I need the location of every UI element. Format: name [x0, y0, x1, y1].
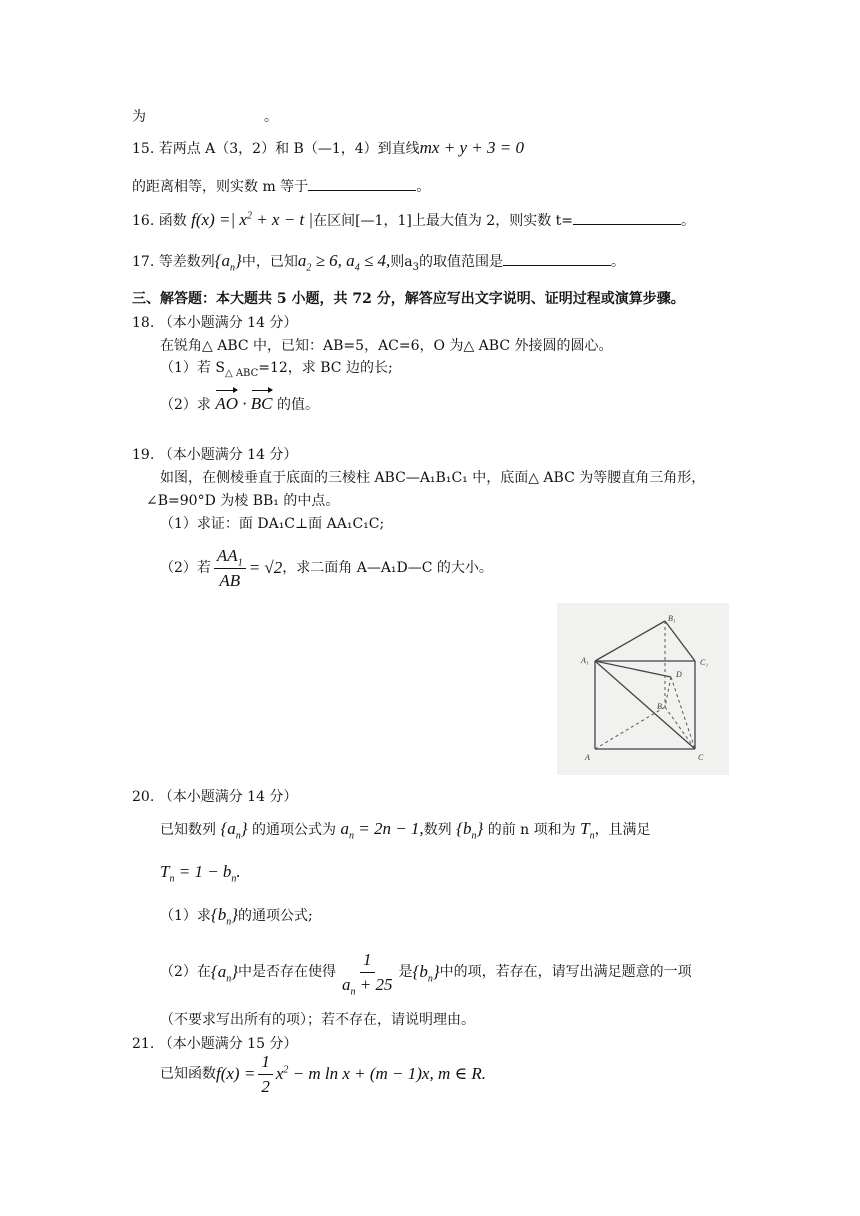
question-text: 等差数列 — [158, 254, 215, 270]
fraction-denominator — [339, 973, 395, 995]
line-content — [160, 819, 651, 840]
relation: = 1 − b — [174, 862, 232, 881]
label-c: C — [698, 753, 704, 762]
question-15 — [132, 138, 524, 159]
seq-head: {a — [220, 819, 236, 838]
edge-db-hidden — [665, 677, 671, 707]
question-20-line2 — [160, 862, 241, 883]
part-text: 中的项，若存在，请写出满足题意的一项 — [439, 964, 692, 980]
question-19-line2: ∠B=90°D 为棱 BB₁ 的中点。 — [146, 493, 340, 509]
then-text: 则a — [390, 254, 413, 270]
question-18-body: 在锐角△ ABC 中，已知：AB=5，AC=6，O 为△ ABC 外接圆的圆心。 — [160, 338, 613, 354]
seq-a: $\{a_n\}$ — [210, 962, 239, 985]
subscript: n — [230, 262, 236, 274]
cond-a: a — [297, 251, 307, 270]
question-19-header: 19. （本小题满分 14 分） — [132, 447, 298, 463]
question-number: 16. — [132, 213, 155, 229]
question-18-part2 — [160, 388, 319, 415]
subscript: n — [350, 985, 356, 997]
ratio-fraction — [214, 546, 246, 591]
label-b: B — [657, 702, 662, 711]
question-21-body — [160, 1052, 486, 1096]
formula — [340, 819, 424, 842]
fraction-numerator: 1 — [258, 1052, 273, 1075]
label-a1: A₁ — [581, 656, 589, 665]
edge-bc-hidden — [665, 707, 695, 749]
label-c1: C₁ — [700, 658, 709, 667]
edge-a1d — [595, 661, 671, 677]
answer-blank[interactable] — [503, 251, 611, 266]
question-text: 的距离相等，则实数 m 等于 — [132, 179, 309, 195]
prism-diagram — [557, 603, 729, 775]
equation: = √2 — [248, 558, 283, 577]
question-19-line1: 如图，在侧棱垂直于底面的三棱柱 ABC—A₁B₁C₁ 中，底面△ ABC 为等腰直角三角形， — [160, 470, 706, 486]
t-head: T — [160, 862, 170, 881]
question-text: 中，已知 — [241, 254, 298, 270]
half-fraction — [258, 1052, 273, 1097]
subscript: 4 — [354, 262, 360, 274]
subscript: n — [235, 830, 241, 842]
part-text: 中是否存在使得 — [238, 964, 337, 980]
question-number: 15. — [132, 141, 155, 157]
question-18-header: 18. （本小题满分 14 分） — [132, 315, 298, 331]
question-text: 若两点 A（3，2）和 B（—1，4）到直线 — [158, 141, 420, 157]
subscript: n — [589, 830, 595, 842]
subscript: 1 — [237, 556, 243, 568]
subscript: 2 — [306, 262, 312, 274]
answer-blank[interactable] — [573, 210, 681, 225]
fraction-denominator: 2 — [261, 1076, 270, 1096]
exponent: 2 — [283, 1064, 289, 1076]
fragment-text: 为 — [132, 109, 146, 125]
part-text: （1）若 S — [160, 360, 225, 376]
question-20-part1 — [160, 905, 313, 926]
seq-head: {b — [456, 819, 472, 838]
question-text: 在区间[—1，1]上最大值为 2，则实数 t= — [313, 213, 573, 229]
part-text: （2）求 — [160, 397, 211, 413]
function-body — [276, 1064, 486, 1084]
formula-tail: = 2n − 1, — [353, 819, 424, 838]
t-head: T — [580, 819, 590, 838]
label-d: D — [676, 670, 682, 679]
question-19-part2 — [160, 546, 493, 590]
subscript: n — [427, 973, 433, 985]
subscript: n — [226, 973, 232, 985]
line-equation: mx + y + 3 = 0 — [419, 138, 524, 157]
function-expression — [191, 210, 313, 229]
question-21-header: 21. （本小题满分 15 分） — [132, 1036, 298, 1052]
text: 的前 n 项和为 — [487, 822, 576, 838]
question-20-header: 20. （本小题满分 14 分） — [132, 789, 298, 805]
label-a: A — [585, 753, 590, 762]
question-15-line2 — [132, 176, 430, 197]
fraction-numerator — [214, 546, 246, 569]
part-text: ，求二面角 A—A₁D—C 的大小。 — [282, 560, 493, 576]
edge-b1c1 — [665, 621, 695, 661]
formula-head: a — [340, 819, 349, 838]
vector-ao: AO — [215, 388, 238, 414]
den-head: a — [342, 974, 351, 994]
exponent: 2 — [246, 210, 252, 222]
sequence: $\{a_n\}$ — [214, 251, 242, 274]
seq-b: $\{b_n\}$ — [412, 962, 440, 985]
seq-a: $\{a_n\}$ — [220, 819, 248, 842]
vector-bc: BC — [251, 388, 273, 414]
fragment-end: 。 — [264, 109, 278, 125]
question-18-part1 — [160, 358, 393, 378]
subscript: 3 — [412, 261, 420, 273]
prism-figure — [557, 603, 729, 775]
x-term: x — [275, 1064, 284, 1083]
tn-relation — [160, 862, 241, 885]
punctuation: 。 — [416, 179, 431, 195]
subscript: n — [231, 873, 237, 885]
subscript: n — [471, 830, 477, 842]
part-text: =12，求 BC 边的长; — [258, 360, 393, 376]
question-number: 17. — [132, 254, 155, 270]
den-tail: + 25 — [355, 974, 393, 994]
question-fragment — [132, 107, 278, 127]
function-name: f(x) = — [216, 1064, 256, 1083]
fraction-denominator: AB — [219, 570, 241, 590]
punctuation: 。 — [681, 213, 695, 229]
subscript: n — [169, 873, 175, 885]
question-text: 的取值范围是 — [419, 254, 504, 270]
label-b1: B₁ — [668, 614, 676, 623]
fraction — [339, 950, 395, 995]
function-tail: + x − t | — [251, 210, 314, 229]
seq-b: $\{b_n\}$ — [210, 905, 239, 928]
dot-operator: · — [238, 394, 251, 413]
text: 已知函数 — [160, 1066, 216, 1082]
cond-b: ≥ 6, a — [311, 251, 355, 270]
question-16 — [132, 210, 695, 231]
seq-b: $\{b_n\}$ — [456, 819, 484, 842]
then-part — [390, 254, 420, 273]
cond-c: ≤ 4, — [359, 251, 391, 270]
function-head: f(x) =| x — [191, 210, 247, 229]
text: 数列 — [423, 822, 452, 838]
rest: − m ln x + (m − 1)x, m ∈ R. — [288, 1064, 486, 1083]
question-20-part2 — [160, 949, 692, 997]
part-text: （1）求 — [160, 908, 211, 924]
fraction-numerator: 1 — [360, 950, 375, 973]
question-17 — [132, 251, 625, 272]
seq-head: {a — [214, 251, 231, 270]
part-text: （2）若 — [160, 560, 211, 576]
period: . — [236, 862, 241, 881]
text: ，且满足 — [594, 822, 651, 838]
section-heading: 三、解答题：本大题共 5 小题，共 72 分，解答应写出文字说明、证明过程或演算步骤。 — [132, 291, 685, 307]
question-20-line1 — [160, 819, 730, 840]
part-text: （2）在 — [160, 964, 211, 980]
answer-blank[interactable] — [308, 176, 416, 191]
text: 的通项公式为 — [252, 822, 337, 838]
tn — [580, 819, 595, 842]
edge-a1b1 — [595, 621, 665, 661]
condition — [297, 251, 391, 274]
punctuation: 。 — [611, 254, 626, 270]
subscript: n — [226, 916, 232, 928]
subscript: △ ABC — [224, 367, 259, 379]
text: 已知数列 — [160, 822, 216, 838]
numerator-text: AA — [216, 545, 238, 565]
question-text: 函数 — [158, 213, 187, 229]
subscript: n — [348, 830, 354, 842]
question-19-part1: （1）求证：面 DA₁C⊥面 AA₁C₁C; — [160, 516, 385, 532]
part-text: 的通项公式; — [238, 908, 313, 924]
part-text: 的值。 — [276, 397, 319, 413]
part-text: 是 — [398, 964, 413, 980]
question-20-part2-cont: （不要求写出所有的项）；若不存在，请说明理由。 — [160, 1012, 475, 1028]
